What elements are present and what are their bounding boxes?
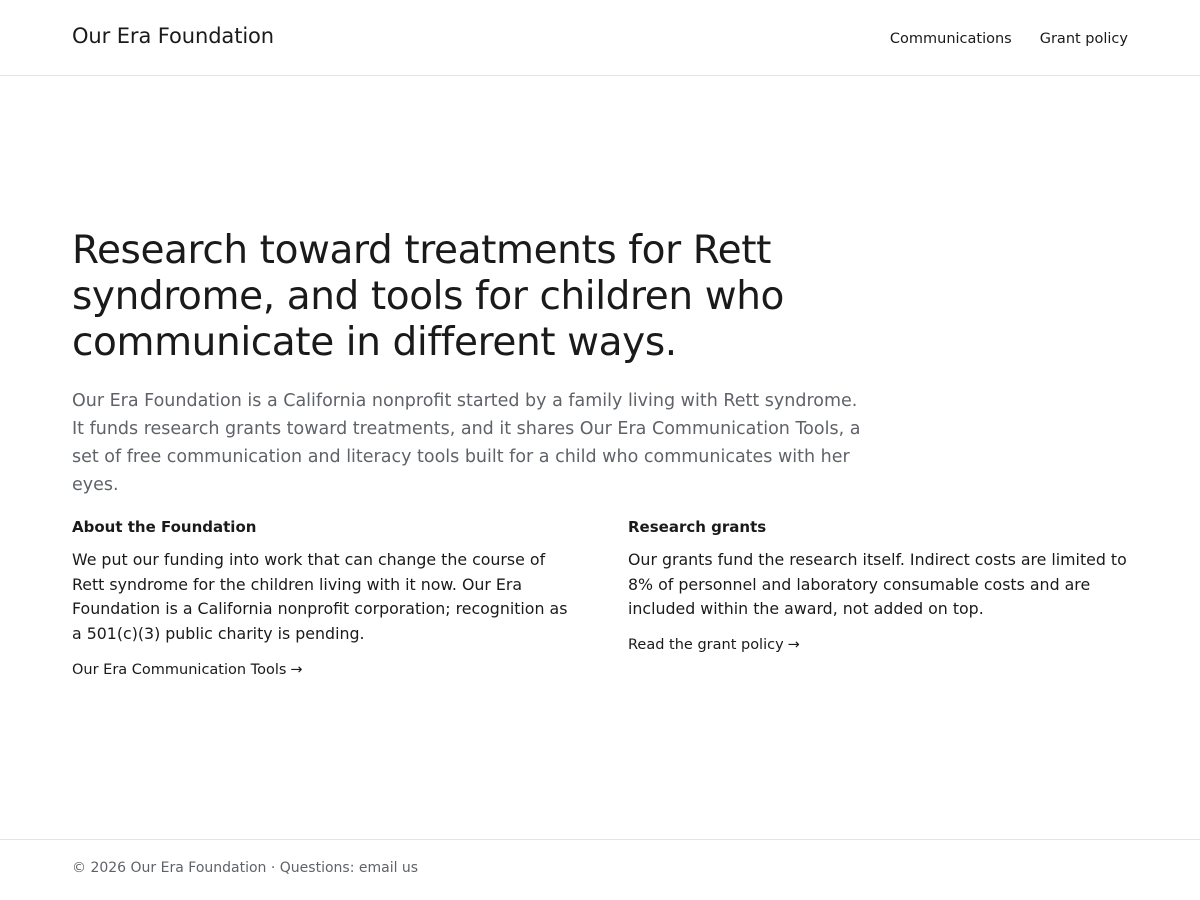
hero-lede: Our Era Foundation is a California nonprofit started by a family living with Rett syndrome. It funds research grants toward treatments, and it shares Our Era Communication Tools, a set of free communication and literacy tools built for a child who communicates with her eyes.	[72, 391, 861, 495]
grant-policy-link[interactable]	[628, 635, 800, 655]
grants-heading: Research grants	[628, 518, 767, 536]
footer-questions-label: Questions:	[279, 860, 359, 876]
hero-title: Research toward treatments for Rett syndrome, and tools for children who communicate in different ways.	[72, 228, 784, 365]
communication-tools-link-label: Our Era Communication Tools	[72, 661, 287, 678]
grants-section	[628, 517, 1138, 655]
footer-text	[72, 860, 418, 876]
email-link[interactable]: email us	[358, 860, 419, 876]
brand-link[interactable]: Our Era Foundation	[72, 24, 275, 48]
site-header	[0, 0, 1200, 76]
grants-body: Our grants fund the research itself. Indirect costs are limited to 8% of personnel and laboratory consumable costs and are included within the award, not added on top.	[628, 550, 1127, 619]
arrow-right-icon: →	[290, 661, 303, 678]
arrow-right-icon: →	[787, 637, 800, 654]
nav-grant-policy[interactable]: Grant policy	[1039, 31, 1128, 47]
about-heading: About the Foundation	[72, 518, 257, 536]
communication-tools-link[interactable]	[72, 660, 303, 680]
about-body: We put our funding into work that can change the course of Rett syndrome for the children living with it now. Our Era Foundation is a California nonprofit corporation; recognition as a 501(c)(3) public charity is pending.	[72, 550, 568, 644]
site-footer	[0, 839, 1200, 900]
footer-separator: ·	[266, 860, 280, 876]
main-nav	[890, 31, 1128, 47]
footer-copyright: © 2026 Our Era Foundation	[72, 860, 267, 876]
about-section	[72, 517, 582, 680]
grant-policy-link-label: Read the grant policy	[628, 637, 784, 654]
nav-communications[interactable]: Communications	[889, 31, 1012, 47]
